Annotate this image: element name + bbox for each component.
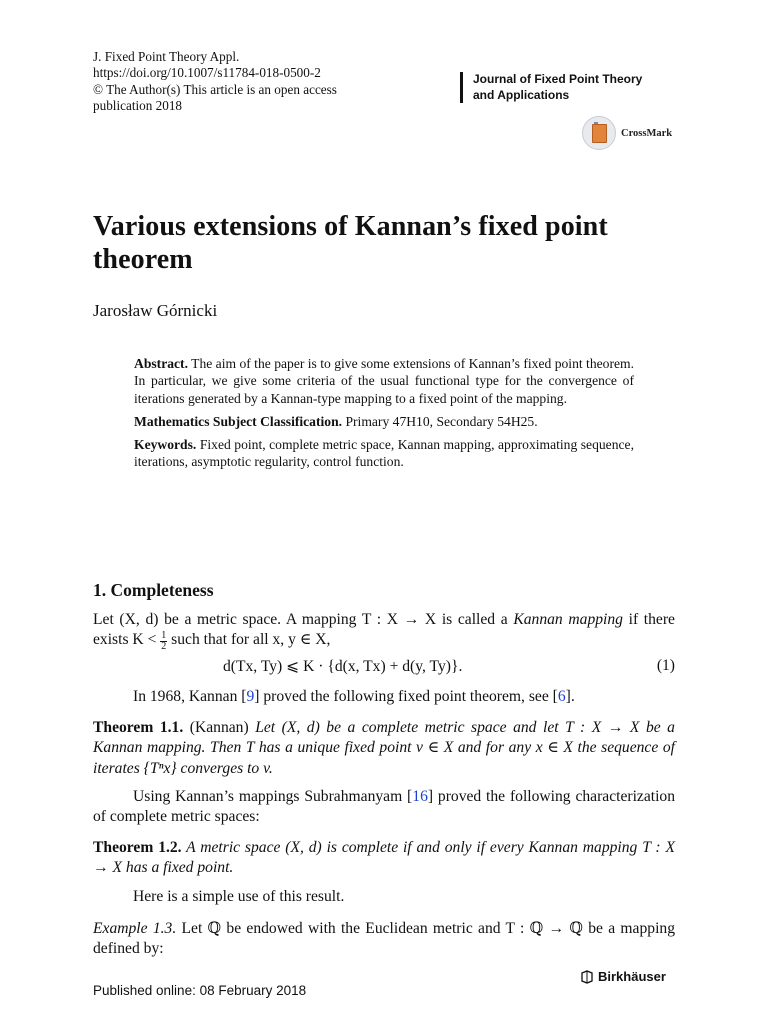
text-run: In 1968, Kannan [ bbox=[133, 688, 247, 705]
theorem-1-2 bbox=[93, 838, 675, 879]
keywords-label: Keywords. bbox=[134, 437, 197, 453]
published-online: Published online: 08 February 2018 bbox=[93, 983, 307, 998]
crossmark-icon bbox=[582, 116, 616, 150]
abstract-paragraph bbox=[134, 355, 634, 407]
article-meta bbox=[93, 49, 337, 115]
fraction-numerator: 1 bbox=[161, 630, 167, 642]
text-run: Here is a simple use of this result. bbox=[133, 888, 345, 905]
journal-abbrev: J. Fixed Point Theory Appl. bbox=[93, 49, 240, 64]
keywords-text: Fixed point, complete metric space, Kannan mapping, approximating sequence, iterations, asymptotic regularity, control function. bbox=[134, 437, 634, 470]
theorem-attribution: (Kannan) bbox=[183, 719, 256, 736]
abstract-block bbox=[134, 355, 634, 477]
copyright-line: © The Author(s) This article is an open access bbox=[93, 81, 337, 97]
publisher-name: Birkhäuser bbox=[598, 969, 666, 984]
fraction-denominator: 2 bbox=[161, 641, 167, 653]
theorem-1-1 bbox=[93, 718, 675, 779]
abstract-label: Abstract. bbox=[134, 356, 188, 371]
example-label: Example 1.3. bbox=[93, 920, 177, 937]
history-paragraph bbox=[93, 687, 675, 707]
journal-name-box bbox=[460, 72, 713, 103]
example-1-3 bbox=[93, 919, 675, 960]
definition-paragraph bbox=[93, 610, 675, 652]
text-run: Let (X, d) be a metric space. A mapping T : X → X is called a bbox=[93, 611, 514, 628]
citation-9[interactable]: 9 bbox=[246, 688, 255, 705]
example-text: Let ℚ be endowed with the Euclidean metric and T : ℚ → ℚ be a mapping defined by: bbox=[93, 920, 675, 958]
theorem-label: Theorem 1.1. bbox=[93, 719, 184, 736]
text-run: ] proved the following fixed point theorem, see [ bbox=[254, 688, 558, 705]
birkhauser-icon bbox=[580, 970, 594, 984]
usage-paragraph bbox=[93, 887, 675, 907]
abstract-text: The aim of the paper is to give some extensions of Kannan’s fixed point theorem. In particular, we give some criteria of the usual functional type for the convergence of iterations generated by a Kannan-type mapping to a fixed point of the mapping. bbox=[134, 356, 634, 406]
text-run: such that for all x, y ∈ X, bbox=[167, 631, 331, 649]
doi-link[interactable]: https://doi.org/10.1007/s11784-018-0500-2 bbox=[93, 65, 321, 81]
text-run: ]. bbox=[565, 688, 575, 705]
crossmark-badge[interactable] bbox=[582, 116, 672, 150]
equation-number: (1) bbox=[656, 657, 675, 674]
theorem-label: Theorem 1.2. bbox=[93, 839, 182, 856]
text-run: Using Kannan’s mappings Subrahmanyam [ bbox=[133, 788, 413, 805]
msc-paragraph bbox=[134, 413, 634, 430]
citation-6[interactable]: 6 bbox=[557, 688, 566, 705]
crossmark-label: CrossMark bbox=[621, 127, 673, 139]
kannan-mapping-term: Kannan mapping bbox=[513, 611, 623, 628]
journal-name-line1: Journal of Fixed Point Theory bbox=[473, 72, 643, 86]
paper-author: Jarosław Górnicki bbox=[93, 301, 218, 320]
section-heading: 1. Completeness bbox=[93, 580, 214, 600]
theorem-statement: A metric space (X, d) is complete if and only if every Kannan mapping T : X → X has a fixed point. bbox=[93, 839, 675, 877]
msc-label: Mathematics Subject Classification. bbox=[134, 413, 343, 429]
text-run: ] proved the following characterization of complete metric spaces: bbox=[93, 788, 675, 826]
msc-text: Primary 47H10, Secondary 54H25. bbox=[345, 413, 538, 429]
publisher-logo bbox=[580, 969, 666, 984]
paper-title: Various extensions of Kannan’s fixed point theorem bbox=[93, 211, 608, 275]
equation-body: d(Tx, Ty) ⩽ K · {d(x, Tx) + d(y, Ty)}. bbox=[223, 658, 463, 675]
journal-name-line2: and Applications bbox=[473, 87, 570, 102]
subrahmanyam-paragraph bbox=[93, 787, 675, 828]
keywords-paragraph bbox=[134, 436, 634, 471]
publication-year: publication 2018 bbox=[93, 98, 183, 114]
theorem-statement: Let (X, d) be a complete metric space and let T : X → X be a Kannan mapping. Then T has a unique fixed point v ∈ X and for any x ∈ X the sequence of iterates {Tⁿx} converges to v. bbox=[93, 719, 675, 777]
text-run: if there exists K < bbox=[93, 611, 675, 649]
citation-16[interactable]: 16 bbox=[412, 788, 428, 805]
